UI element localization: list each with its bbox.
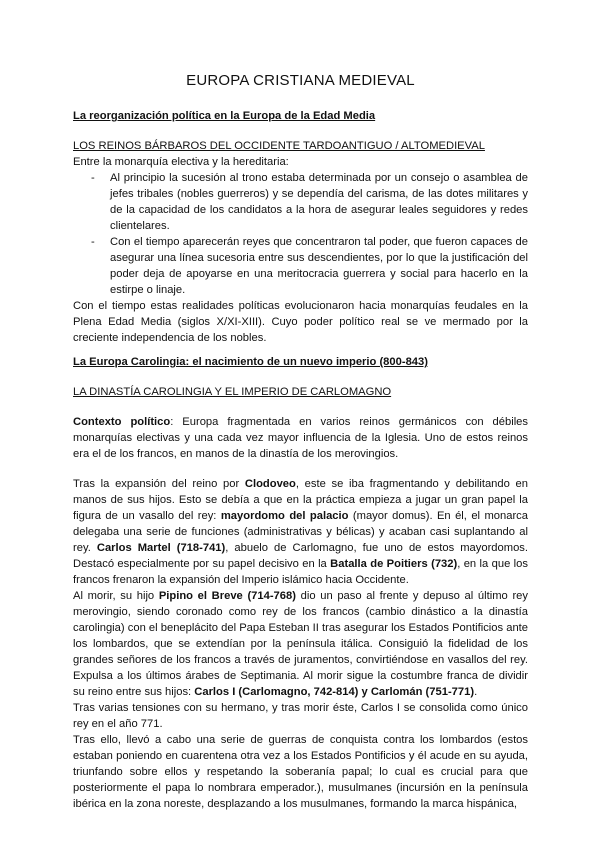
paragraph-conquests: Tras ello, llevó a cabo una serie de guerras de conquista contra los lombardos (estos estaban poniendo en cuarentena otra vez a los Estados Pontificios y él acude en su ayuda, triunfando sobre ellos y respetando la soberanía papal; lo cual es crucial para que posteriormente el papa lo nombrara emperador.), musulmanes (incursión en la península ibérica en la zona noreste, desplazando a los musulmanes, formando la marca hispánica,	[73, 734, 528, 810]
document-title: EUROPA CRISTIANA MEDIEVAL	[186, 72, 415, 89]
document-page	[73, 64, 528, 812]
bullet-item: - Al principio la sucesión al trono estaba determinada por un consejo o asamblea de jefes tribales (nobles guerreros) y se dependía del carisma, de las dotes militares y de la capacidad de los candidatos a la hora de asegurar leales seguidores y redes clientelares.	[91, 170, 528, 234]
spacer	[73, 370, 528, 384]
spacer	[73, 462, 528, 476]
context-paragraph: Contexto político: Europa fragmentada en varios reinos germánicos con débiles monarquías electivas y una cada vez mayor influencia de la Iglesia. Uno de estos reinos era el de los francos, en manos de la dinastía de los merovingios.	[73, 416, 528, 460]
spacer	[73, 400, 528, 414]
bullet-item: - Con el tiempo aparecerán reyes que concentraron tal poder, que fueron capaces de asegurar una línea sucesoria entre sus descendientes, por lo que la justificación del poder deja de apoyarse en una meritocracia guerrera y social para hacerlo en la estirpe o linaje.	[91, 234, 528, 298]
paragraph-pipino: Al morir, su hijo Pipino el Breve (714-768) dio un paso al frente y depuso al último rey merovingio, siendo coronado como rey de los francos (cambio dinástico a la dinastía carolingia) con el beneplácito del Papa Esteban II tras asegurar los Estados Pontificios ante los lombardos, que se extendían por la península itálica. Consiguió la fidelidad de los grandes señores de los francos a través de juramentos, convirtiéndose en vasallos del rey. Expulsa a los últimos árabes de Septimania. Al morir sigue la costumbre franca de dividir su reino entre sus hijos: Carlos I (Carlomagno, 742-814) y Carlomán (751-771).	[73, 590, 528, 698]
section1-closing: Con el tiempo estas realidades políticas evolucionaron hacia monarquías feudales en la Plena Edad Media (siglos X/XI-XIII). Cuyo poder político real se ve mermado por la creciente independencia de los nobles.	[73, 300, 528, 344]
spacer	[73, 124, 528, 138]
paragraph-clodoveo: Tras la expansión del reino por Clodoveo, este se iba fragmentando y debilitando en manos de sus hijos. Esto se debía a que en la práctica empieza a jugar un gran papel la figura de un vasallo del rey: mayordomo del palacio (mayor domus). En él, el monarca delegaba una serie de funciones (administrativas y bélicas) y acaban casi suplantando al rey. Carlos Martel (718-741), abuelo de Carlomagno, fue uno de estos mayordomos. Destacó especialmente por su papel decisivo en la Batalla de Poitiers (732), en la que los francos frenaron la expansión del Imperio islámico hacia Occidente.	[73, 478, 528, 586]
section2-heading: La Europa Carolingia: el nacimiento de un nuevo imperio (800-843)	[73, 356, 428, 368]
paragraph-consolidation: Tras varias tensiones con su hermano, y tras morir éste, Carlos I se consolida como único rey en el año 771.	[73, 702, 528, 730]
section1-heading: La reorganización política en la Europa de la Edad Media	[73, 110, 376, 122]
section2-subheading: LA DINASTÍA CAROLINGIA Y EL IMPERIO DE CARLOMAGNO	[73, 386, 392, 398]
section1-intro: Entre la monarquía electiva y la hereditaria:	[73, 156, 289, 168]
section1-bullet-list	[73, 170, 528, 298]
spacer	[73, 346, 528, 354]
context-label: Contexto político	[73, 416, 171, 428]
section1-subheading: LOS REINOS BÁRBAROS DEL OCCIDENTE TARDOANTIGUO / ALTOMEDIEVAL	[73, 140, 485, 152]
